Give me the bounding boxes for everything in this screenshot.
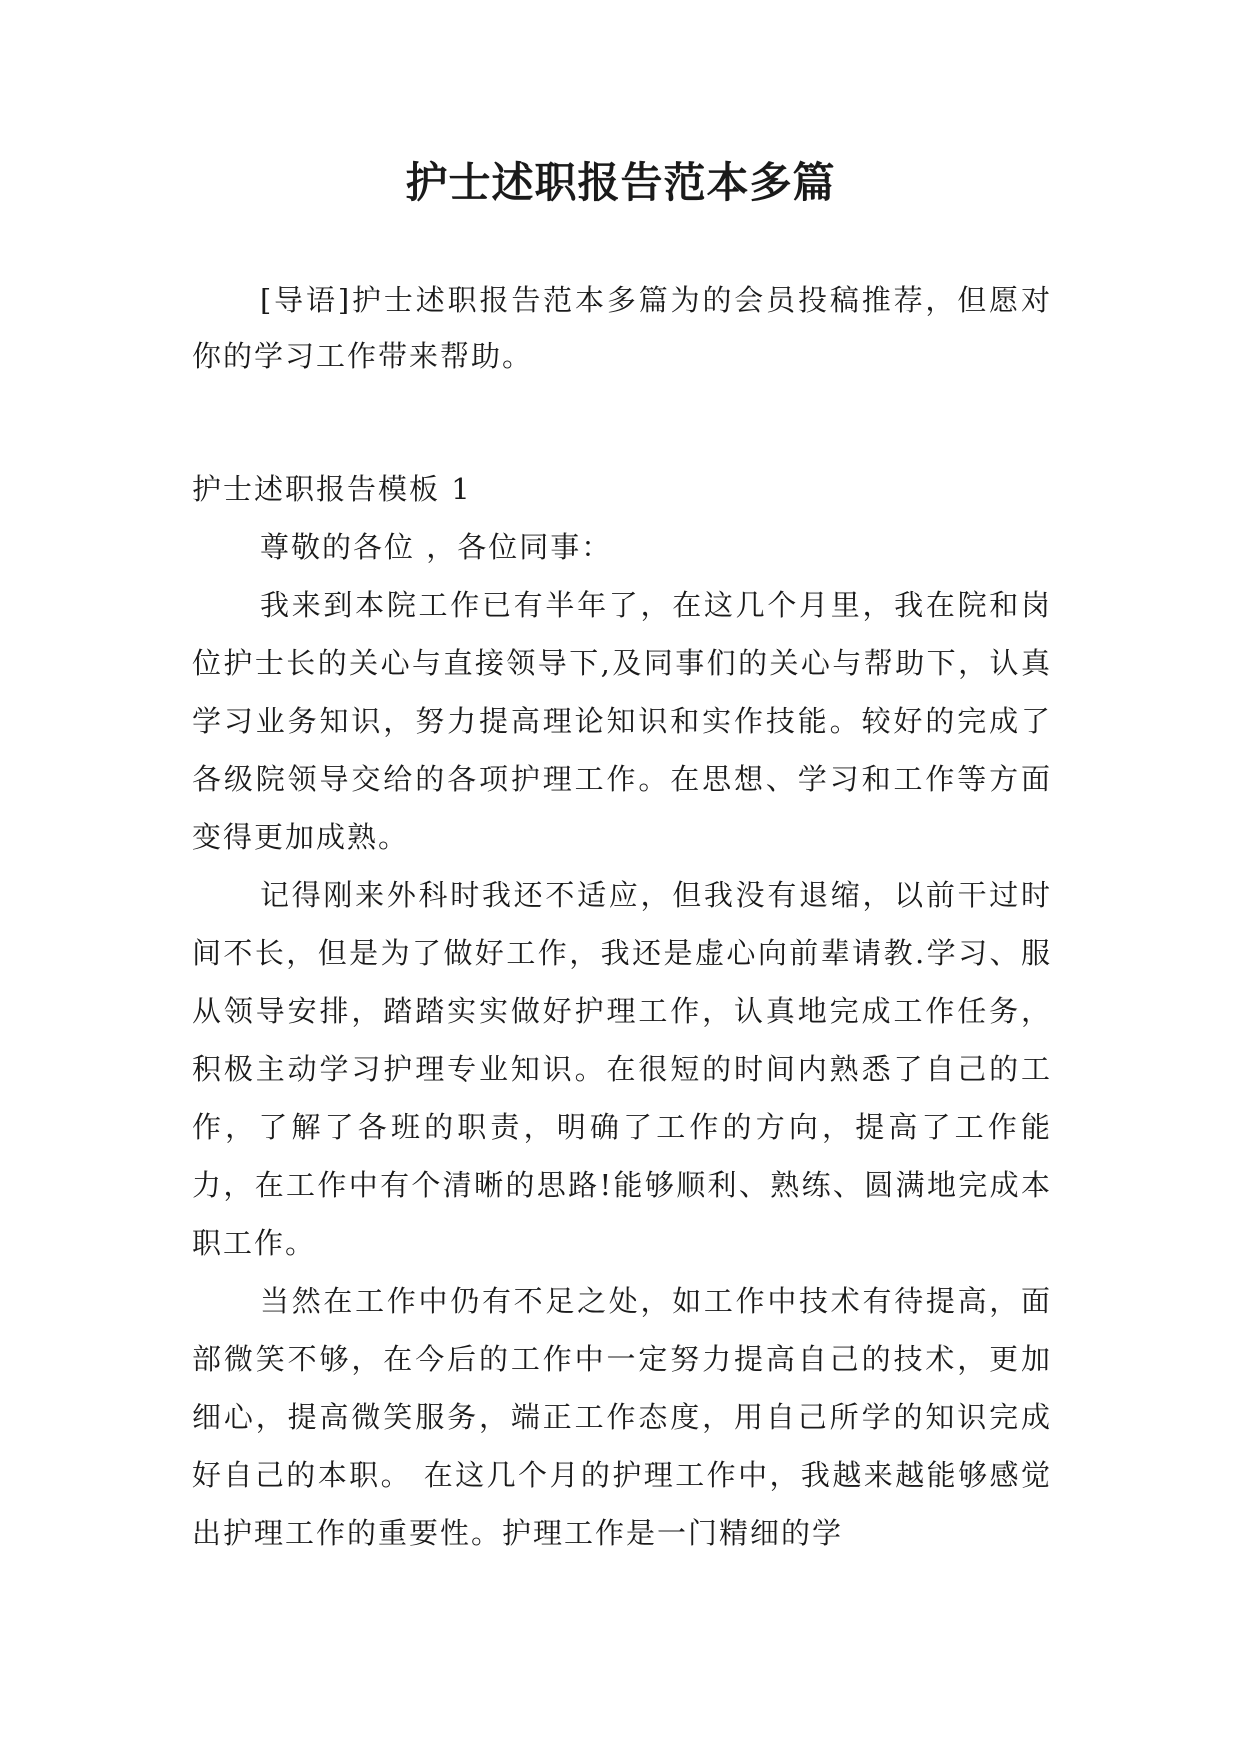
body-paragraph: 我来到本院工作已有半年了，在这几个月里，我在院和岗位护士长的关心与直接领导下,及同事们的关心与帮助下，认真学习业务知识，努力提高理论知识和实作技能。较好的完成了各级院领导交给的各项护理工作。在思想、学习和工作等方面变得更加成熟。 [192, 588, 1052, 854]
intro-paragraph: [导语]护士述职报告范本多篇为的会员投稿推荐，但愿对你的学习工作带来帮助。 [192, 283, 1052, 373]
body-paragraph: 当然在工作中仍有不足之处，如工作中技术有待提高，面部微笑不够，在今后的工作中一定努力提高自己的技术，更加细心，提高微笑服务，端正工作态度，用自己所学的知识完成好自己的本职。 在这几个月的护理工作中，我越来越能够感觉出护理工作的重要性。护理工作是一门精细的学 [192, 1284, 1052, 1550]
salutation-paragraph: 尊敬的各位 ，各位同事： [260, 530, 613, 564]
body-paragraph: 记得刚来外科时我还不适应，但我没有退缩，以前干过时间不长，但是为了做好工作，我还是虚心向前辈请教.学习、服从领导安排，踏踏实实做好护理工作，认真地完成工作任务，积极主动学习护理专业知识。在很短的时间内熟悉了自己的工作，了解了各班的职责，明确了工作的方向，提高了工作能力，在工作中有个清晰的思路!能够顺利、熟练、圆满地完成本职工作。 [192, 878, 1052, 1260]
section-block [192, 460, 1052, 1562]
intro-block [192, 272, 1052, 384]
document-title: 护士述职报告范本多篇 [405, 158, 836, 207]
section-heading: 护士述职报告模板 1 [192, 472, 472, 506]
